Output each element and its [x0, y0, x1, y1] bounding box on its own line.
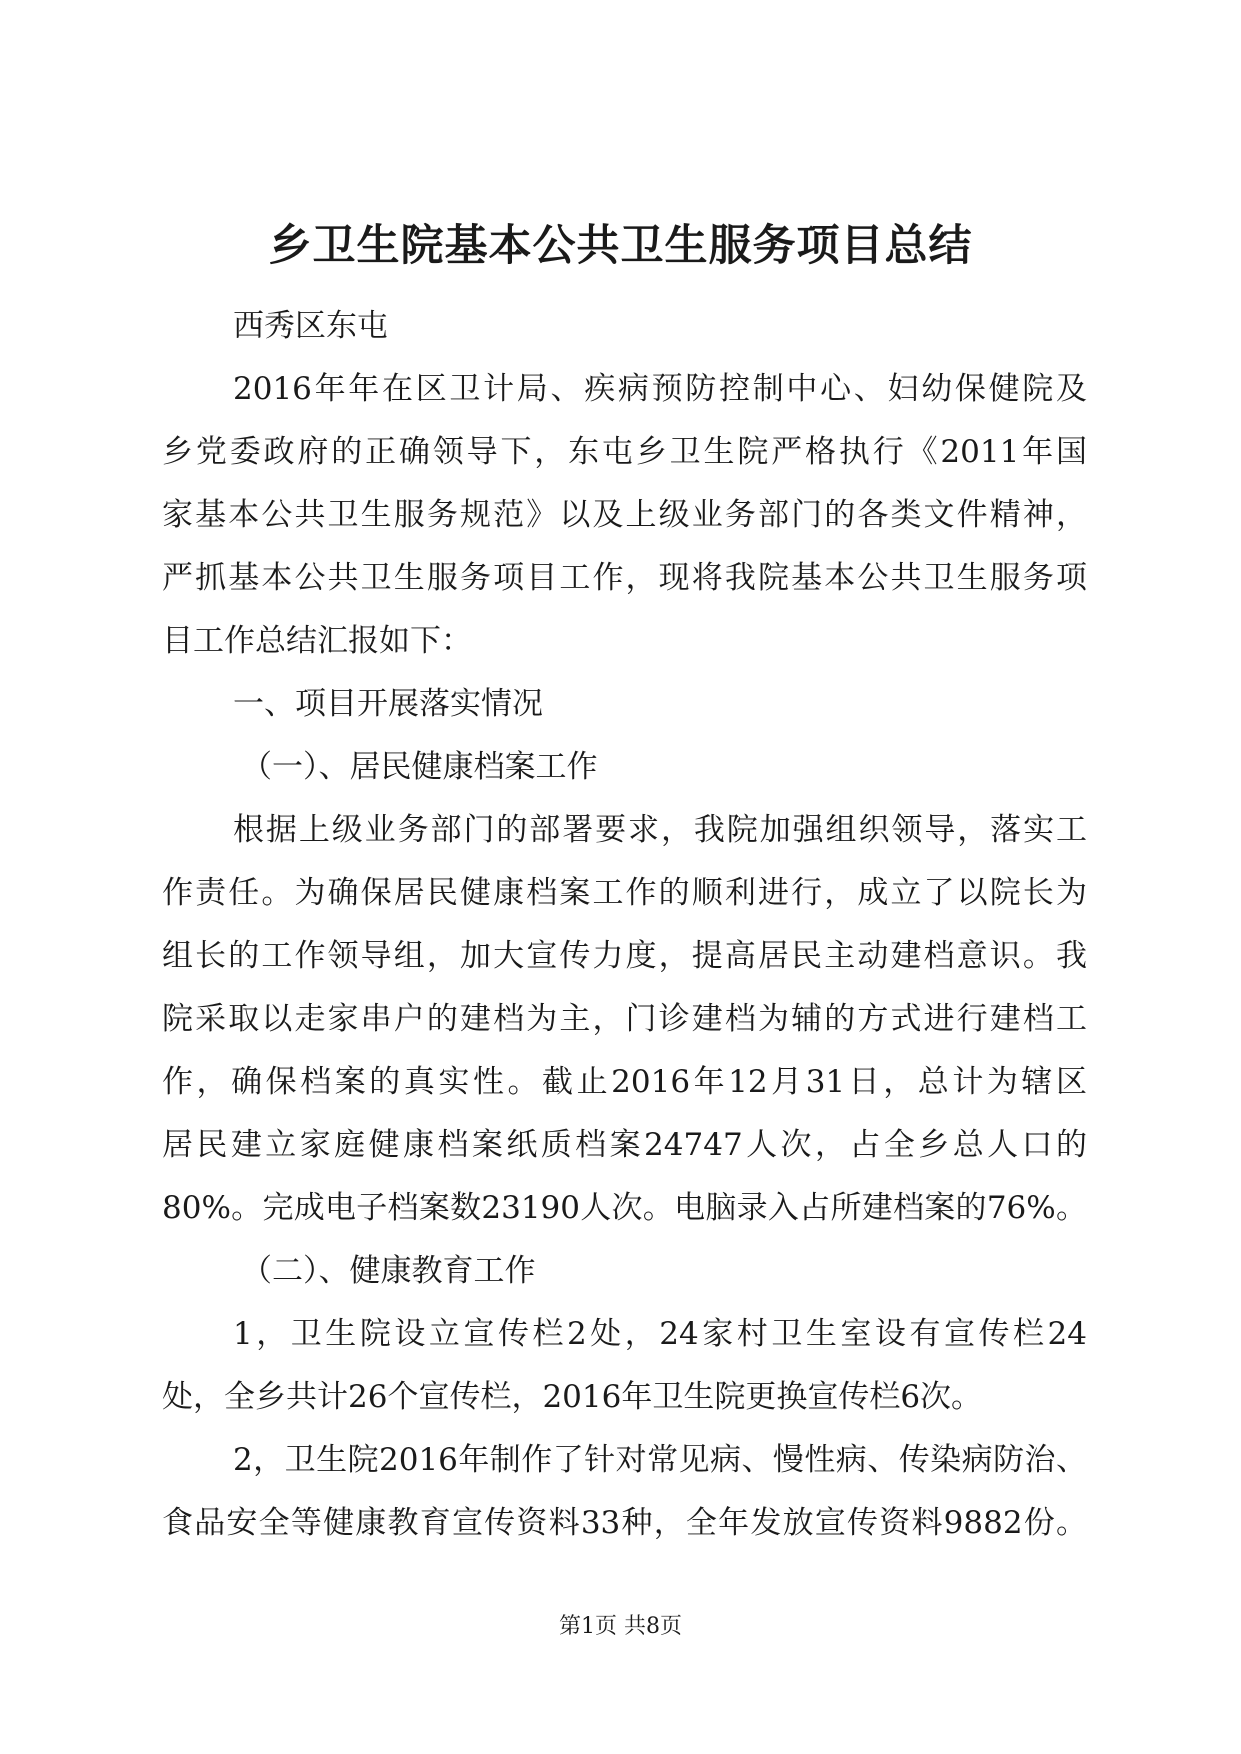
paragraph-line: 80%。完成电子档案数23190人次。电脑录入占所建档案的76%。: [162, 1190, 1087, 1226]
page-number-footer: 第1页 共8页: [559, 1614, 682, 1639]
paragraph-line: 食品安全等健康教育宣传资料33种，全年发放宣传资料9882份。: [162, 1505, 1087, 1541]
author-line: 西秀区东屯: [233, 308, 388, 344]
section-heading: 一、项目开展落实情况: [233, 686, 543, 722]
paragraph-line: 作责任。为确保居民健康档案工作的顺利进行，成立了以院长为: [162, 875, 1087, 911]
paragraph-line: 严抓基本公共卫生服务项目工作，现将我院基本公共卫生服务项: [162, 560, 1087, 596]
paragraph-line: 乡党委政府的正确领导下，东屯乡卫生院严格执行《2011年国: [162, 434, 1087, 470]
subsection-heading: （一）、居民健康档案工作: [241, 749, 598, 785]
paragraph-line: 家基本公共卫生服务规范》以及上级业务部门的各类文件精神，: [162, 497, 1087, 533]
paragraph-line: 处，全乡共计26个宣传栏，2016年卫生院更换宣传栏6次。: [162, 1379, 983, 1415]
subsection-heading: （二）、健康教育工作: [241, 1253, 536, 1289]
document-title: 乡卫生院基本公共卫生服务项目总结: [268, 221, 973, 271]
document-body: [162, 295, 1087, 1555]
paragraph-line: 2，卫生院2016年制作了针对常见病、慢性病、传染病防治、: [233, 1442, 1087, 1478]
paragraph-line: 院采取以走家串户的建档为主，门诊建档为辅的方式进行建档工: [162, 1001, 1087, 1037]
paragraph-line: 根据上级业务部门的部署要求，我院加强组织领导，落实工: [233, 812, 1087, 848]
paragraph-line: 作，确保档案的真实性。截止2016年12月31日，总计为辖区: [162, 1064, 1087, 1100]
paragraph-line: 1，卫生院设立宣传栏2处，24家村卫生室设有宣传栏24: [233, 1316, 1087, 1352]
paragraph-line: 2016年年在区卫计局、疾病预防控制中心、妇幼保健院及: [233, 371, 1087, 407]
paragraph-line: 居民建立家庭健康档案纸质档案24747人次，占全乡总人口的: [162, 1127, 1087, 1163]
paragraph-line: 组长的工作领导组，加大宣传力度，提高居民主动建档意识。我: [162, 938, 1087, 974]
paragraph-line: 目工作总结汇报如下：: [162, 623, 472, 659]
